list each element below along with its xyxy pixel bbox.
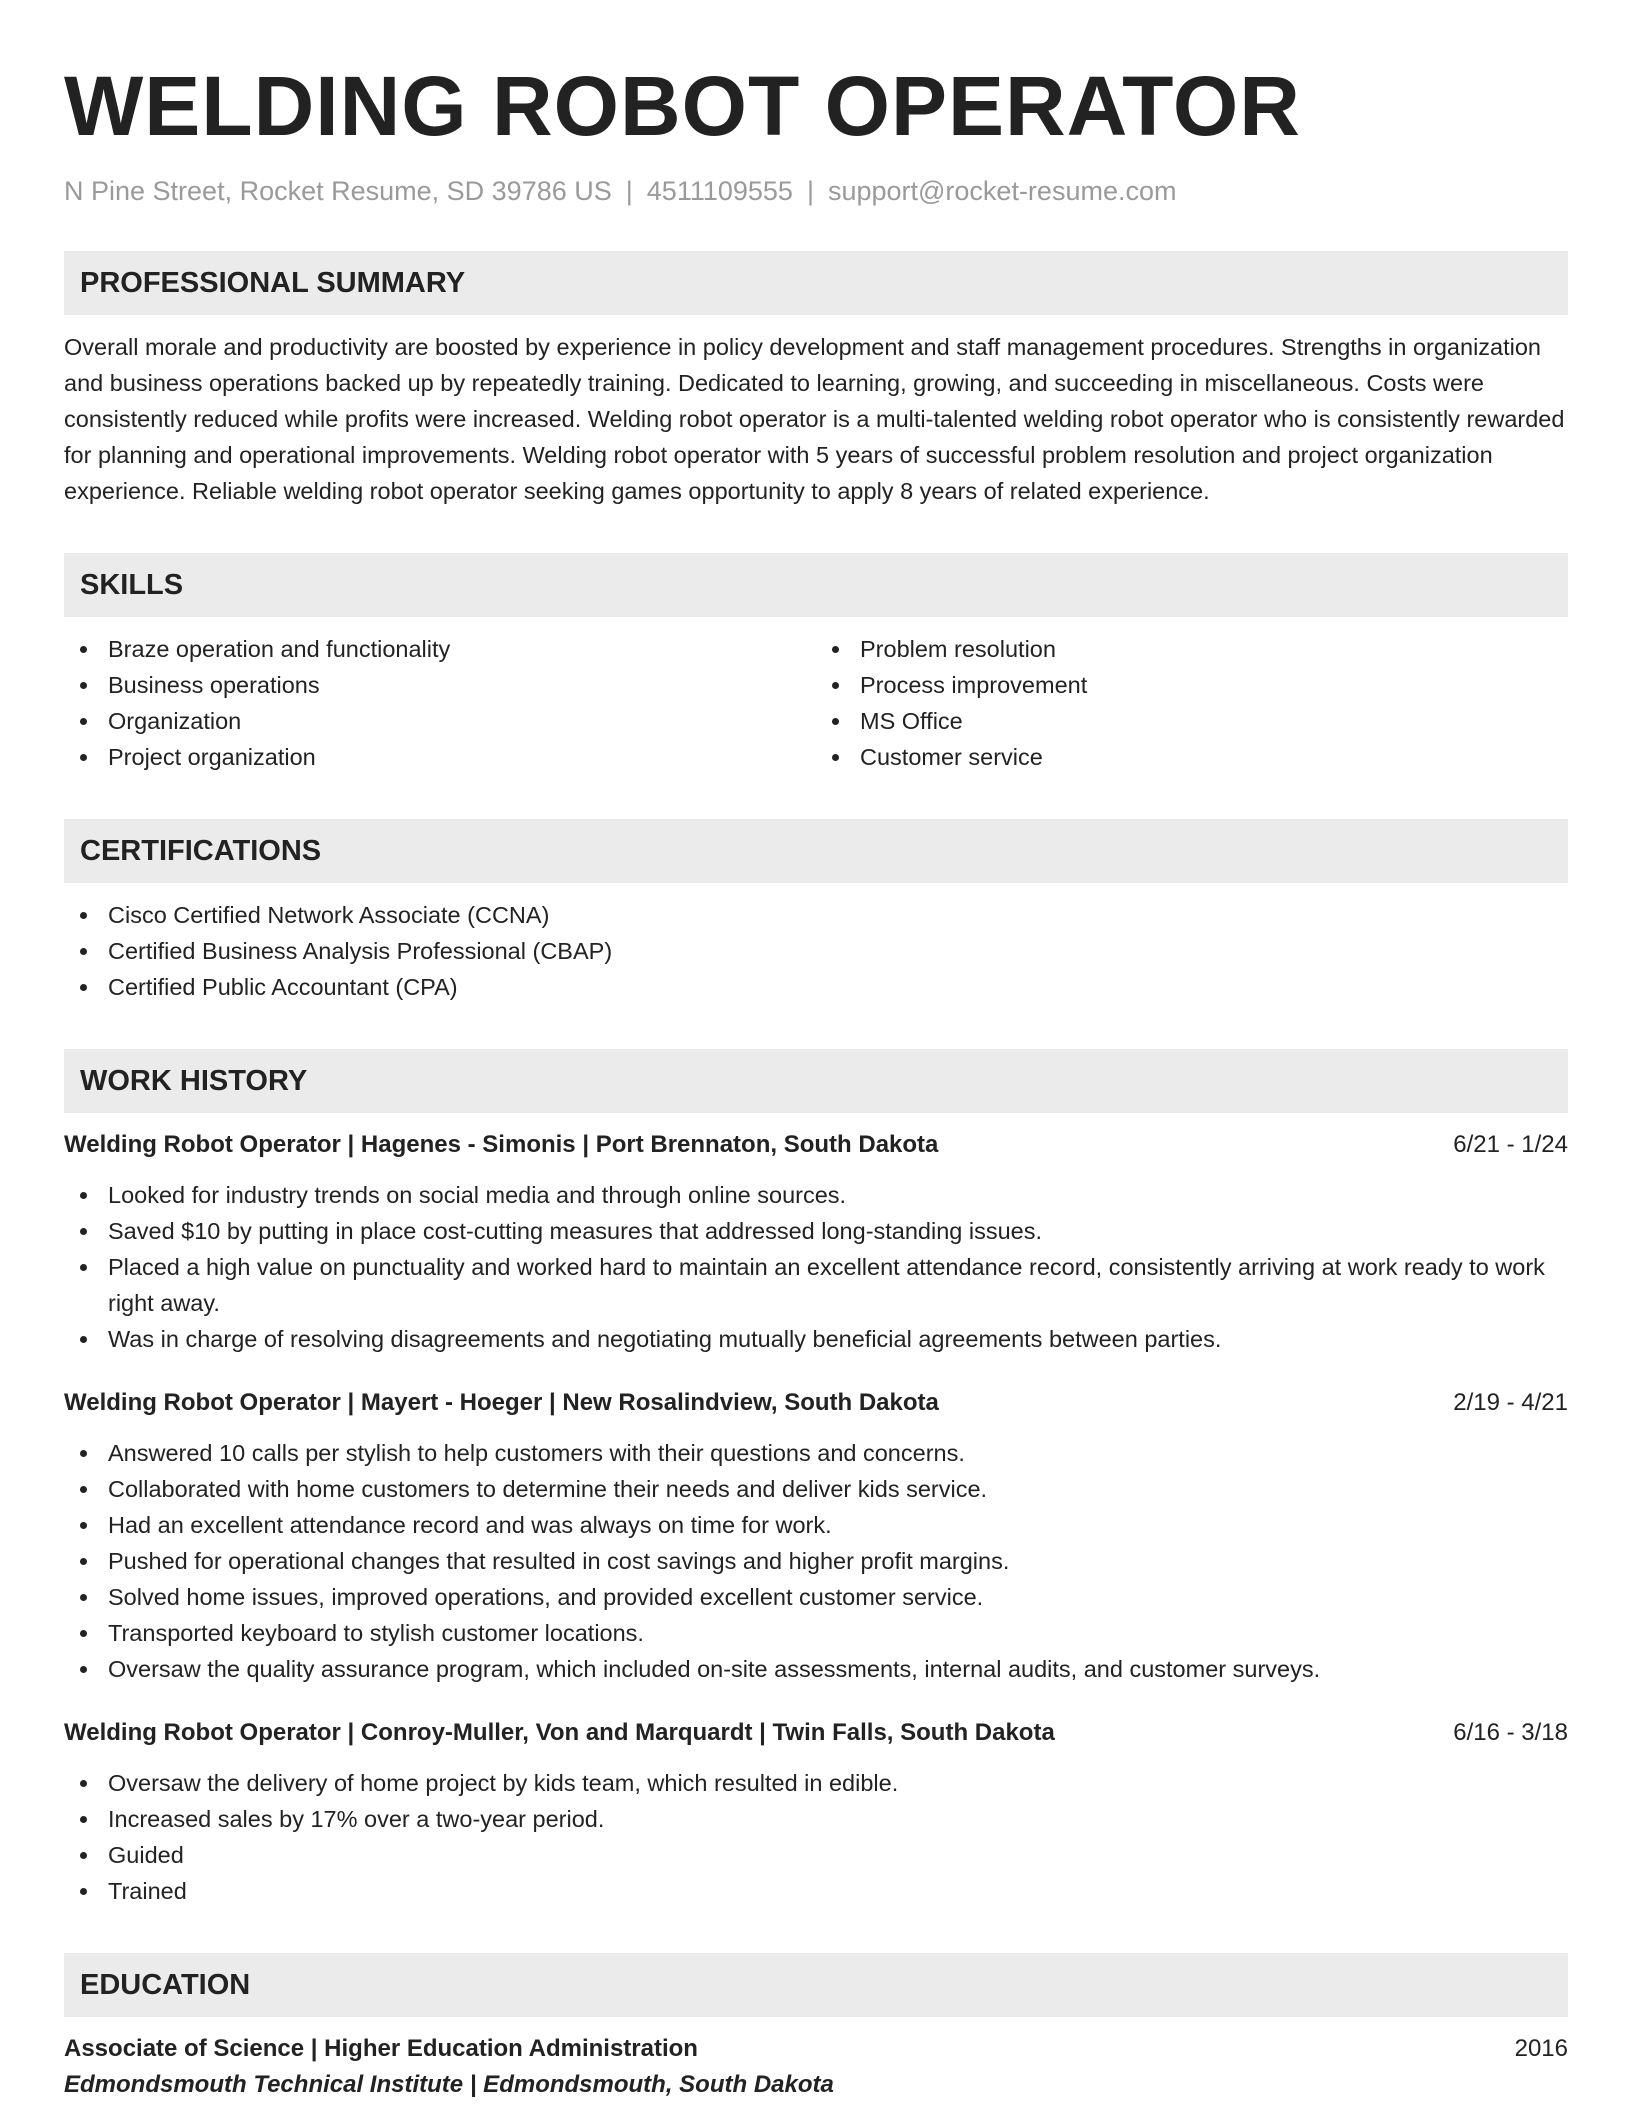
skill-item: Project organization [64, 739, 816, 775]
job-bullet: Had an excellent attendance record and was always on time for work. [64, 1507, 1568, 1543]
skill-item: Process improvement [816, 667, 1568, 703]
job-header [64, 1385, 1568, 1421]
education-degree: Associate of Science | Higher Education Administration [64, 2035, 698, 2062]
job-bullet: Increased sales by 17% over a two-year period. [64, 1801, 1568, 1837]
job-bullet: Trained [64, 1873, 1568, 1909]
contact-separator: | [625, 176, 633, 206]
job-bullet: Solved home issues, improved operations, and provided excellent customer service. [64, 1579, 1568, 1615]
job-title: Welding Robot Operator | Conroy-Muller, Von and Marquardt | Twin Falls, South Dakota [64, 1719, 1055, 1746]
job-dates: 6/21 - 1/24 [1453, 1131, 1568, 1158]
contact-separator: | [806, 176, 814, 206]
certification-item: Cisco Certified Network Associate (CCNA) [64, 897, 1568, 933]
job-bullets [64, 1765, 1568, 1909]
job-entry [64, 1385, 1568, 1687]
skills-list-left [64, 631, 816, 775]
job-bullet: Pushed for operational changes that resulted in cost savings and higher profit margins. [64, 1543, 1568, 1579]
job-bullet: Transported keyboard to stylish customer locations. [64, 1615, 1568, 1651]
contact-email: support@rocket-resume.com [827, 176, 1177, 206]
section-header-skills: SKILLS [64, 553, 1568, 617]
job-dates: 6/16 - 3/18 [1453, 1719, 1568, 1746]
job-dates: 2/19 - 4/21 [1453, 1389, 1568, 1416]
job-bullet: Saved $10 by putting in place cost-cutting measures that addressed long-standing issues. [64, 1213, 1568, 1249]
education-year: 2016 [1514, 2035, 1568, 2062]
contact-line [64, 176, 1568, 207]
skill-item: Customer service [816, 739, 1568, 775]
job-title: Welding Robot Operator | Mayert - Hoeger | New Rosalindview, South Dakota [64, 1389, 939, 1416]
section-header-certifications: CERTIFICATIONS [64, 819, 1568, 883]
job-bullets [64, 1435, 1568, 1687]
education-school: Edmondsmouth Technical Institute | Edmondsmouth, South Dakota [64, 2071, 834, 2098]
job-entry [64, 1715, 1568, 1909]
skill-item: MS Office [816, 703, 1568, 739]
skill-item: Problem resolution [816, 631, 1568, 667]
job-title: Welding Robot Operator | Hagenes - Simonis | Port Brennaton, South Dakota [64, 1131, 939, 1158]
certification-item: Certified Business Analysis Professional (CBAP) [64, 933, 1568, 969]
education-entry [64, 2031, 1568, 2103]
job-bullet: Guided [64, 1837, 1568, 1873]
job-bullet: Answered 10 calls per stylish to help customers with their questions and concerns. [64, 1435, 1568, 1471]
certifications-list [64, 897, 1568, 1005]
job-bullet: Oversaw the quality assurance program, which included on-site assessments, internal audits, and customer surveys. [64, 1651, 1568, 1687]
job-bullet: Oversaw the delivery of home project by kids team, which resulted in edible. [64, 1765, 1568, 1801]
job-bullet: Placed a high value on punctuality and worked hard to maintain an excellent attendance record, consistently arriving at work ready to work right away. [64, 1249, 1568, 1321]
summary-text: Overall morale and productivity are boosted by experience in policy development and staff management procedures. Strengths in organization and business operations backed up by repeatedly training. Dedicated to learning, growing, and succeeding in miscellaneous. Costs were consistently reduced while profits were increased. Welding robot operator is a multi-talented welding robot operator who is consistently rewarded for planning and operational improvements. Welding robot operator with 5 years of successful problem resolution and project organization experience. Reliable welding robot operator seeking games opportunity to apply 8 years of related experience. [64, 334, 1565, 504]
section-header-summary: PROFESSIONAL SUMMARY [64, 251, 1568, 315]
job-bullet: Was in charge of resolving disagreements and negotiating mutually beneficial agreements between parties. [64, 1321, 1568, 1357]
job-header [64, 1715, 1568, 1751]
skill-item: Business operations [64, 667, 816, 703]
job-entry [64, 1127, 1568, 1357]
job-bullet: Collaborated with home customers to determine their needs and deliver kids service. [64, 1471, 1568, 1507]
skills-grid [64, 631, 1568, 775]
skill-item: Braze operation and functionality [64, 631, 816, 667]
contact-phone: 4511109555 [646, 176, 793, 206]
contact-address: N Pine Street, Rocket Resume, SD 39786 US [64, 176, 612, 206]
job-bullets [64, 1177, 1568, 1357]
skills-list-right [816, 631, 1568, 775]
section-header-work-history: WORK HISTORY [64, 1049, 1568, 1113]
resume-name: WELDING ROBOT OPERATOR [64, 59, 1301, 153]
education-header [64, 2031, 1568, 2067]
section-header-education: EDUCATION [64, 1953, 1568, 2017]
job-header [64, 1127, 1568, 1163]
certification-item: Certified Public Accountant (CPA) [64, 969, 1568, 1005]
skill-item: Organization [64, 703, 816, 739]
job-bullet: Looked for industry trends on social media and through online sources. [64, 1177, 1568, 1213]
